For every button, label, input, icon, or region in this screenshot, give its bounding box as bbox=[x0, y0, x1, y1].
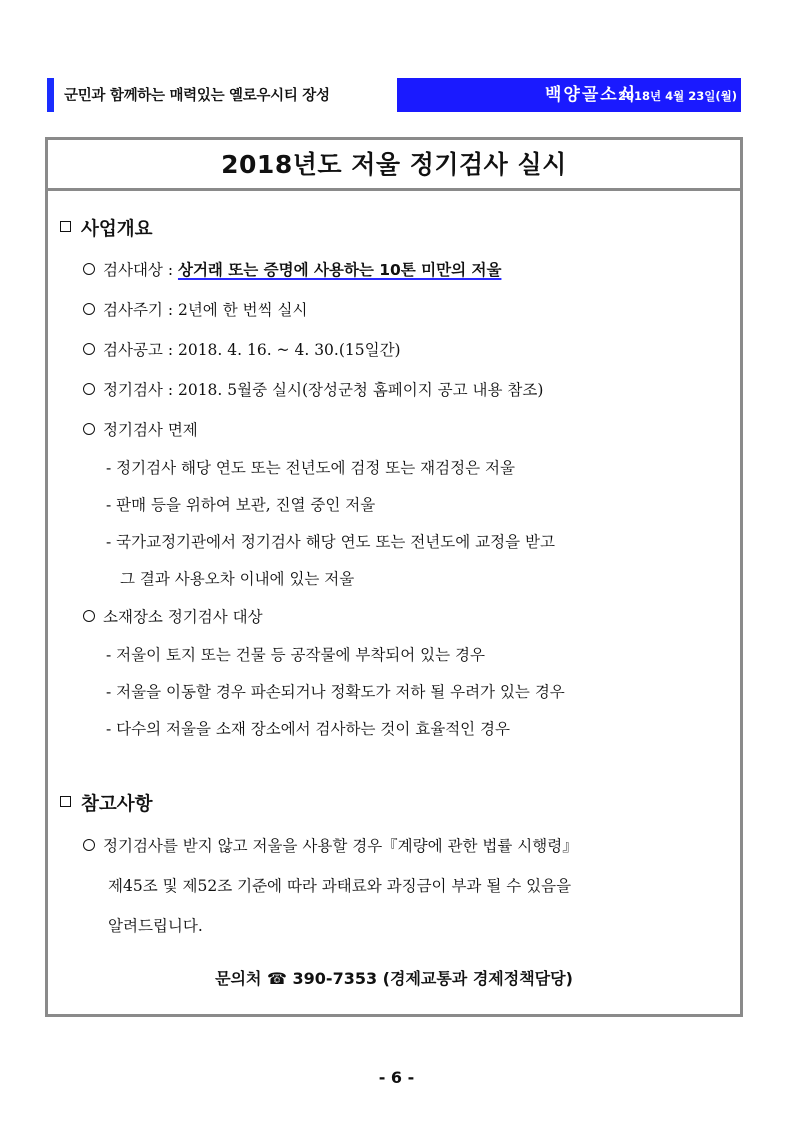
exemption-line: - 판매 등을 위하여 보관, 진열 중인 저울 bbox=[106, 496, 376, 514]
header-banner bbox=[397, 78, 741, 112]
exemption-line: - 국가교정기관에서 정기검사 해당 연도 또는 전년도에 교정을 받고 bbox=[106, 533, 555, 551]
target-value: 상거래 또는 증명에 사용하는 10톤 미만의 저울 bbox=[177, 261, 502, 279]
item-schedule: 정기검사 : 2018. 5월중 실시(장성군청 홈페이지 공고 내용 참조) bbox=[83, 378, 543, 400]
title-row bbox=[48, 140, 740, 191]
page-header bbox=[47, 78, 741, 112]
contact-info: 문의처 ☎ 390-7353 (경제교통과 경제정책담당) bbox=[215, 969, 573, 988]
exemption-line-continued: 그 결과 사용오차 이내에 있는 저울 bbox=[120, 570, 355, 588]
article-box bbox=[45, 137, 743, 1017]
circle-bullet-icon bbox=[83, 343, 95, 355]
header-accent-bar bbox=[47, 78, 54, 112]
circle-bullet-icon bbox=[83, 263, 95, 275]
news-name: 백양골소식 bbox=[545, 85, 638, 105]
section-heading-overview: 사업개요 bbox=[60, 215, 152, 241]
issue-date: 2018년 4월 23일(월) bbox=[618, 89, 737, 103]
item-notice: 검사공고 : 2018. 4. 16. ~ 4. 30.(15일간) bbox=[83, 338, 401, 360]
item-onsite: 소재장소 정기검사 대상 bbox=[83, 605, 263, 627]
onsite-line: - 저울이 토지 또는 건물 등 공작물에 부착되어 있는 경우 bbox=[106, 646, 485, 664]
notes-line: 제45조 및 제52조 기준에 따라 과태료와 과징금이 부과 될 수 있음을 bbox=[108, 877, 572, 895]
page-number: - 6 - bbox=[378, 1068, 415, 1087]
circle-bullet-icon bbox=[83, 610, 95, 622]
square-bullet-icon bbox=[60, 796, 71, 807]
onsite-line: - 저울을 이동할 경우 파손되거나 정확도가 저하 될 우려가 있는 경우 bbox=[106, 683, 565, 701]
item-target: 검사대상 : 상거래 또는 증명에 사용하는 10톤 미만의 저울 bbox=[83, 258, 501, 280]
circle-bullet-icon bbox=[83, 383, 95, 395]
section-heading-notes: 참고사항 bbox=[60, 790, 152, 816]
article-title: 2018년도 저울 정기검사 실시 bbox=[221, 150, 567, 179]
item-exemption: 정기검사 면제 bbox=[83, 418, 198, 440]
item-cycle: 검사주기 : 2년에 한 번씩 실시 bbox=[83, 298, 307, 320]
notes-line: 정기검사를 받지 않고 저울을 사용할 경우『계량에 관한 법률 시행령』 bbox=[83, 834, 578, 856]
circle-bullet-icon bbox=[83, 423, 95, 435]
circle-bullet-icon bbox=[83, 839, 95, 851]
square-bullet-icon bbox=[60, 221, 71, 232]
onsite-line: - 다수의 저울을 소재 장소에서 검사하는 것이 효율적인 경우 bbox=[106, 720, 511, 738]
header-slogan: 군민과 함께하는 매력있는 옐로우시티 장성 bbox=[64, 88, 330, 104]
circle-bullet-icon bbox=[83, 303, 95, 315]
notes-line: 알려드립니다. bbox=[108, 917, 203, 935]
exemption-line: - 정기검사 해당 연도 또는 전년도에 검정 또는 재검정은 저울 bbox=[106, 459, 515, 477]
